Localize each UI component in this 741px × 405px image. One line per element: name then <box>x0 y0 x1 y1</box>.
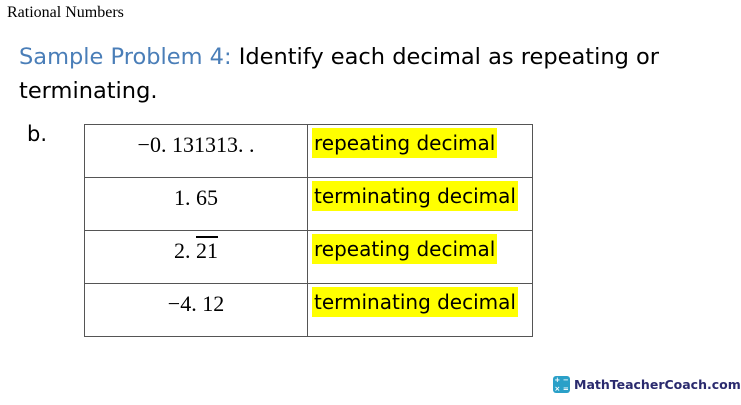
decimal-cell <box>85 231 308 284</box>
brand-logo <box>553 376 741 393</box>
decimal-number: −4. 12 <box>167 291 225 316</box>
answer-highlight: repeating decimal <box>312 234 497 264</box>
table-row <box>85 231 533 284</box>
answer-highlight: repeating decimal <box>312 128 497 158</box>
topic-title: Rational Numbers <box>7 4 124 21</box>
decimal-table <box>84 124 533 337</box>
brand-name: MathTeacherCoach.com <box>574 377 741 392</box>
answer-highlight: terminating decimal <box>312 287 518 317</box>
decimal-base: 2. <box>174 238 196 263</box>
repeating-digits: 21 <box>196 238 218 263</box>
table-row <box>85 284 533 337</box>
decimal-cell <box>85 284 308 337</box>
answer-cell <box>308 178 533 231</box>
decimal-number: 1. 65 <box>174 185 218 210</box>
answer-cell <box>308 284 533 337</box>
calculator-icon: + − × = <box>554 376 569 393</box>
problem-statement <box>19 40 709 108</box>
decimal-number <box>174 238 218 264</box>
decimal-cell <box>85 125 308 178</box>
decimal-cell <box>85 178 308 231</box>
answer-highlight: terminating decimal <box>312 181 518 211</box>
decimal-number: −0. 131313. . <box>137 132 255 157</box>
problem-label: Sample Problem 4: <box>19 44 232 70</box>
part-label: b. <box>27 122 48 146</box>
table-row <box>85 125 533 178</box>
table-row <box>85 178 533 231</box>
answer-cell <box>308 125 533 178</box>
answer-cell <box>308 231 533 284</box>
problem-text: Identify each decimal as repeating or terminating. <box>19 44 660 104</box>
